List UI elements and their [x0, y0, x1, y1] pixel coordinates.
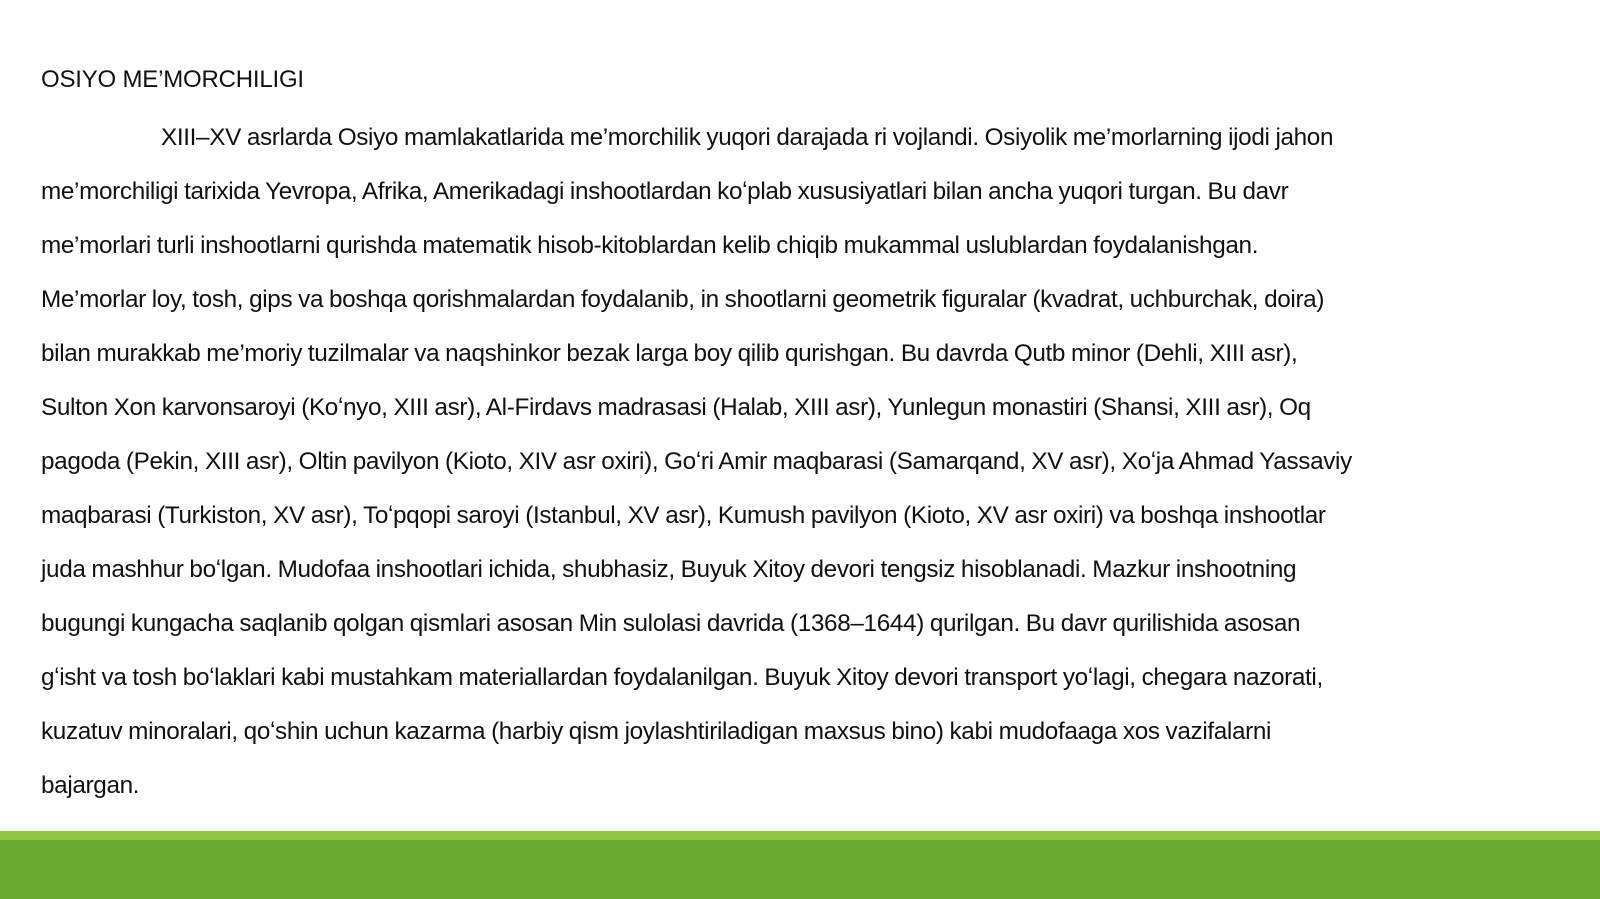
slide-content	[41, 58, 1571, 813]
body-line: bugungi kungacha saqlanib qolgan qismlari asosan Min sulolasi davrida (1368–1644) qurilgan. Bu davr qurilishida asosan	[41, 610, 1301, 637]
body-line: pagoda (Pekin, XIII asr), Oltin pavilyon (Kioto, XIV asr oxiri), Goʻri Amir maqbarasi (Samarqand, XV asr), Xoʻja Ahmad Yassaviy	[41, 448, 1352, 475]
body-line: me’morchiligi tarixida Yevropa, Afrika, Amerikadagi inshootlardan koʻplab xususiyatlari bilan ancha yuqori turgan. Bu davr	[41, 178, 1289, 205]
body-line: XIII–XV asrlarda Osiyo mamlakatlarida me’morchilik yuqori darajada ri vojlandi. Osiyolik me’morlarning ijodi jahon	[161, 124, 1334, 151]
body-line: Sulton Xon karvonsaroyi (Koʻnyo, XIII asr), Al-Firdavs madrasasi (Halab, XIII asr), Yunlegun monastiri (Shansi, XIII asr), Oq	[41, 394, 1311, 421]
body-line: me’morlari turli inshootlarni qurishda matematik hisob-kitoblardan kelib chiqib mukammal uslublardan foydalanishgan.	[41, 232, 1259, 259]
body-line: Me’morlar loy, tosh, gips va boshqa qorishmalardan foydalanib, in shootlarni geometrik figuralar (kvadrat, uchburchak, doira)	[41, 286, 1325, 313]
body-line: kuzatuv minoralari, qoʻshin uchun kazarma (harbiy qism joylashtiriladigan maxsus bino) kabi mudofaaga xos vazifalarni	[41, 718, 1272, 745]
body-line: gʻisht va tosh boʻlaklari kabi mustahkam materiallardan foydalanilgan. Buyuk Xitoy devori transport yoʻlagi, chegara nazorati,	[41, 664, 1323, 691]
body-paragraph	[41, 111, 1571, 813]
slide-title: OSIYO ME’MORCHILIGI	[41, 66, 304, 93]
footer-bar	[0, 840, 1600, 899]
body-line: bajargan.	[41, 772, 140, 799]
footer-accent-stripe	[0, 831, 1600, 840]
body-line: juda mashhur boʻlgan. Mudofaa inshootlari ichida, shubhasiz, Buyuk Xitoy devori tengsiz hisoblanadi. Mazkur inshootning	[41, 556, 1297, 583]
body-line: bilan murakkab me’moriy tuzilmalar va naqshinkor bezak larga boy qilib qurishgan. Bu davrda Qutb minor (Dehli, XIII asr),	[41, 340, 1298, 367]
body-line: maqbarasi (Turkiston, XV asr), Toʻpqopi saroyi (Istanbul, XV asr), Kumush pavilyon (Kioto, XV asr oxiri) va boshqa inshootlar	[41, 502, 1326, 529]
